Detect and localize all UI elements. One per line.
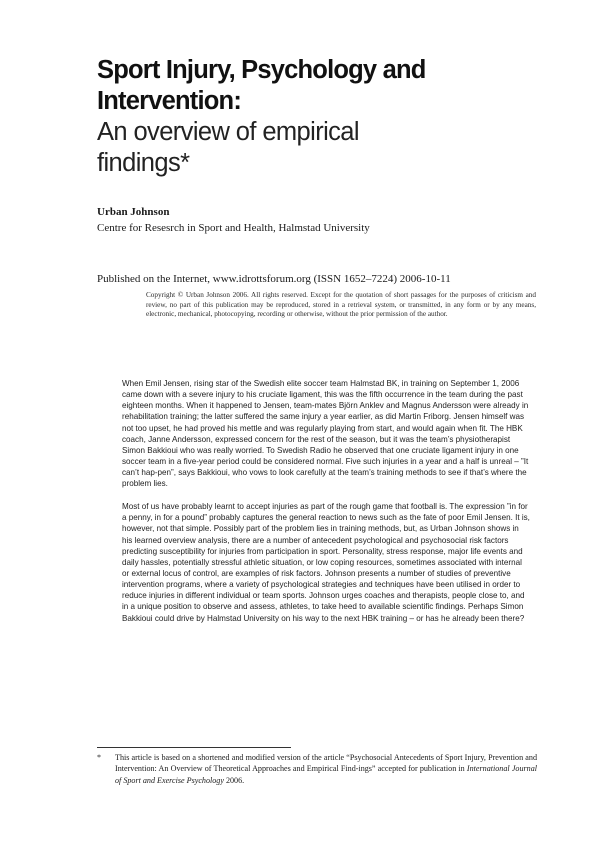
footnote-text-after: 2006. (223, 775, 245, 785)
intro-paragraph-2: Most of us have probably learnt to accept injuries as part of the rough game that football is. The expression ”in for a penny, in for a pound” probably captures the general reaction to news such as the fate of poor Emil Jensen. It is, however, not that simple. Possibly part of the problem lies in training methods, but, as Urban Johnson shows in his learned overview analysis, there are a number of antecedent psychological and psychosocial risk factors predicting susceptibility for injuries from participation in sport. Personality, stress response, major life events and daily hassles, potentially stressful athletic situation, or low coping resources, sometimes associated with internal or external locus of control, are examples of risk factors. Johnson presents a number of studies of preventive intervention programs, where a variety of psychological strategies and techniques have been utilised in order to reduce injuries in different individual or team sports. Johnson urges coaches and therapists, people close to, and in a unique position to observe and assess, athletes, to take heed to available scientific findings. Perhaps Simon Bakkioui could drive by Halmstad University on his way to the next HBK training – or has he already been there? (122, 502, 530, 623)
footnote-marker: * (97, 753, 102, 762)
intro-paragraph-1: When Emil Jensen, rising star of the Swedish elite soccer team Halmstad BK, in training on September 1, 2006 came down with a severe injury to his cruciate ligament, this was the fifth occurrence in the team during the past eighteen months. When it happened to Jensen, team-mates Björn Anklev and Magnus Andersson were already in rehabilitation training; the latter suffered the same injury a year earlier, as did Martin Friborg. Jensen himself was not too upset, he had proved his mettle and was regularly playing from start, and would again when fit. The HBK coach, Janne Andersson, expressed concern for the rest of the season, but it was the team’s physiotherapist Simon Bakkioui who was really worried. To Swedish Radio he observed that one cruciate ligament injury in one soccer team in a five-year period could be considered normal. Five such injuries in a year and a half is unreal – ”It can’t hap-pen”, says Bakkioui, who vows to look carefully at the team’s training methods to see if that’s where the problem lies. (122, 379, 529, 489)
copyright-notice: Copyright © Urban Johnson 2006. All rights reserved. Except for the quotation of short passages for the purposes of criticism and review, no part of this publication may be reproduced, stored in a retrieval system, or transmitted, in any form or by any means, electronic, mechanical, photocopying, recording or otherwise, without the prior permission of the author. (146, 291, 536, 319)
intro-text (122, 378, 530, 624)
author-block (97, 205, 517, 236)
article-title-line-2: Intervention: (97, 87, 242, 115)
footnote-text-before: This article is based on a shortened and modified version of the article “Psychosocial Antecedents of Sport Injury, Prevention and Intervention: An Overview of Theoretical Approaches and Empirical Find-ings” accepted for publication in (115, 753, 537, 774)
article-subtitle-line-2: findings* (97, 149, 190, 177)
title-block (97, 55, 517, 179)
footnote-divider (97, 747, 291, 748)
footnote-text (115, 752, 537, 786)
article-subtitle-line-1: An overview of empirical (97, 118, 359, 146)
article-title-line-1: Sport Injury, Psychology and (97, 56, 426, 84)
author-affiliation: Centre for Resesrch in Sport and Health, Halmstad University (97, 222, 370, 234)
author-name: Urban Johnson (97, 206, 170, 218)
footnote (97, 752, 537, 786)
publication-line: Published on the Internet, www.idrottsforum.org (ISSN 1652–7224) 2006-10-11 (97, 273, 451, 285)
footnote-journal: International Journal of Sport and Exercise Psychology (115, 764, 538, 785)
